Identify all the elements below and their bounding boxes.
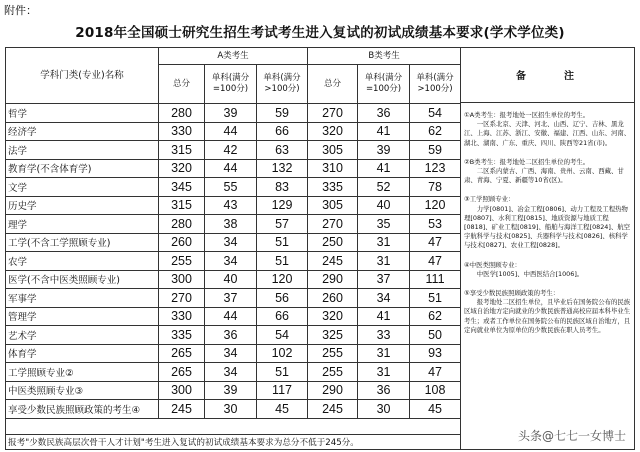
b-total-score: 270 <box>308 215 358 234</box>
category-name: 法学 <box>6 141 159 160</box>
a-single-100-score: 39 <box>205 104 257 123</box>
category-name: 哲学 <box>6 104 159 123</box>
a-single-100-score: 34 <box>205 344 257 363</box>
notes-list <box>461 111 635 335</box>
a-total-score: 320 <box>159 159 205 178</box>
category-name: 农学 <box>6 252 159 271</box>
table-row <box>6 289 461 308</box>
b-single-gt100-score: 50 <box>410 326 461 345</box>
a-single-gt100-score: 59 <box>257 104 308 123</box>
b-total-score: 260 <box>308 289 358 308</box>
category-name: 管理学 <box>6 307 159 326</box>
b-total-score: 320 <box>308 307 358 326</box>
a-total-score: 330 <box>159 307 205 326</box>
notes-header: 备 注 <box>461 47 635 103</box>
b-single-100-score: 31 <box>358 363 410 382</box>
a-total-score: 270 <box>159 289 205 308</box>
a-single-100-score: 40 <box>205 270 257 289</box>
b-single-gt100-header: 单科(满分>100分) <box>410 65 461 104</box>
table-row <box>6 104 461 123</box>
table-row <box>6 400 461 419</box>
note-item <box>461 158 635 186</box>
a-total-score: 345 <box>159 178 205 197</box>
note-item <box>461 195 635 250</box>
a-single-gt100-score: 45 <box>257 400 308 419</box>
table-row <box>6 159 461 178</box>
b-single-gt100-score: 47 <box>410 363 461 382</box>
table-row <box>6 196 461 215</box>
page-title: 2018年全国硕士研究生招生考试考生进入复试的初试成绩基本要求(学术学位类) <box>75 25 565 41</box>
b-single-100-score: 37 <box>358 270 410 289</box>
a-single-gt100-score: 63 <box>257 141 308 160</box>
group-b-header: B类考生 <box>308 48 461 65</box>
a-single-100-score: 34 <box>205 252 257 271</box>
a-single-100-score: 37 <box>205 289 257 308</box>
table-row <box>6 252 461 271</box>
a-total-score: 315 <box>159 141 205 160</box>
b-single-gt100-score: 62 <box>410 122 461 141</box>
table-row <box>6 141 461 160</box>
b-total-score: 250 <box>308 233 358 252</box>
b-single-100-score: 40 <box>358 196 410 215</box>
category-name: 工学(不含工学照顾专业) <box>6 233 159 252</box>
a-total-header: 总分 <box>159 65 205 104</box>
b-total-score: 270 <box>308 104 358 123</box>
table-row <box>6 363 461 382</box>
a-single-gt100-score: 129 <box>257 196 308 215</box>
notes-column <box>460 47 635 450</box>
note-heading: ⑤享受少数民族照顾政策的考生： <box>464 289 560 298</box>
a-total-score: 330 <box>159 122 205 141</box>
table-row <box>6 233 461 252</box>
b-total-score: 305 <box>308 196 358 215</box>
a-total-score: 335 <box>159 326 205 345</box>
a-single-gt100-score: 56 <box>257 289 308 308</box>
a-total-score: 280 <box>159 104 205 123</box>
category-name: 经济学 <box>6 122 159 141</box>
b-single-gt100-score: 59 <box>410 141 461 160</box>
b-single-100-score: 36 <box>358 381 410 400</box>
b-single-gt100-score: 47 <box>410 252 461 271</box>
a-total-score: 260 <box>159 233 205 252</box>
a-single-100-header: 单科(满分=100分) <box>205 65 257 104</box>
note-item <box>461 111 635 148</box>
note-body: 力学[0801]、冶金工程[0806]、动力工程及工程热物理[0807]、水利工程[0815]、地质资源与地质工程[0818]、矿业工程[0819]、船舶与海洋工程[0824]、航空宇航科学与技术[0825]、兵器科学与技术[0826]、核科学与技术[0827]、农业工程[0828]。 <box>464 204 630 250</box>
b-total-score: 310 <box>308 159 358 178</box>
b-single-gt100-score: 51 <box>410 289 461 308</box>
a-single-gt100-score: 51 <box>257 363 308 382</box>
b-single-100-header: 单科(满分=100分) <box>358 65 410 104</box>
a-single-100-score: 42 <box>205 141 257 160</box>
b-total-score: 320 <box>308 122 358 141</box>
a-single-100-score: 44 <box>205 307 257 326</box>
a-single-100-score: 44 <box>205 122 257 141</box>
b-total-score: 290 <box>308 381 358 400</box>
b-single-100-score: 41 <box>358 307 410 326</box>
a-single-gt100-score: 57 <box>257 215 308 234</box>
table-row <box>6 326 461 345</box>
b-single-gt100-score: 120 <box>410 196 461 215</box>
note-heading: ③工学照顾专业： <box>464 195 515 204</box>
a-total-score: 255 <box>159 252 205 271</box>
table-row <box>6 307 461 326</box>
a-total-score: 315 <box>159 196 205 215</box>
category-name: 体育学 <box>6 344 159 363</box>
category-name: 享受少数民族照顾政策的考生④ <box>6 400 159 419</box>
b-single-gt100-score: 108 <box>410 381 461 400</box>
score-table <box>5 47 461 419</box>
table-row <box>6 215 461 234</box>
b-single-gt100-score: 47 <box>410 233 461 252</box>
footnote: 报考"少数民族高层次骨干人才计划"考生进入复试的初试成绩基本要求为总分不低于245分。 <box>5 434 460 450</box>
b-single-100-score: 34 <box>358 289 410 308</box>
b-single-100-score: 35 <box>358 215 410 234</box>
note-item <box>461 289 635 335</box>
group-a-header: A类考生 <box>159 48 308 65</box>
a-single-gt100-score: 66 <box>257 307 308 326</box>
a-single-gt100-header: 单科(满分>100分) <box>257 65 308 104</box>
category-name: 工学照顾专业② <box>6 363 159 382</box>
b-single-100-score: 41 <box>358 159 410 178</box>
b-total-score: 290 <box>308 270 358 289</box>
note-heading: ②B类考生：报考地处二区招生单位的考生。 <box>464 157 590 166</box>
note-item <box>461 261 635 279</box>
a-single-gt100-score: 120 <box>257 270 308 289</box>
b-single-100-score: 39 <box>358 141 410 160</box>
note-body: 一区系北京、天津、河北、山西、辽宁、吉林、黑龙江、上海、江苏、浙江、安徽、福建、江西、山东、河南、湖北、湖南、广东、重庆、四川、陕西等21省(市)。 <box>464 120 631 147</box>
a-single-100-score: 30 <box>205 400 257 419</box>
table-row <box>6 381 461 400</box>
category-name: 军事学 <box>6 289 159 308</box>
table-row <box>6 122 461 141</box>
b-single-gt100-score: 54 <box>410 104 461 123</box>
b-single-100-score: 52 <box>358 178 410 197</box>
category-name: 艺术学 <box>6 326 159 345</box>
b-total-score: 255 <box>308 344 358 363</box>
a-total-score: 245 <box>159 400 205 419</box>
a-single-gt100-score: 51 <box>257 233 308 252</box>
b-single-100-score: 41 <box>358 122 410 141</box>
a-single-100-score: 34 <box>205 233 257 252</box>
b-single-gt100-score: 111 <box>410 270 461 289</box>
b-total-score: 245 <box>308 252 358 271</box>
table-row <box>6 344 461 363</box>
category-header: 学科门类(专业)名称 <box>6 48 159 104</box>
b-single-gt100-score: 53 <box>410 215 461 234</box>
a-total-score: 280 <box>159 215 205 234</box>
a-single-gt100-score: 132 <box>257 159 308 178</box>
a-single-gt100-score: 102 <box>257 344 308 363</box>
a-total-score: 265 <box>159 344 205 363</box>
b-single-100-score: 30 <box>358 400 410 419</box>
b-single-gt100-score: 123 <box>410 159 461 178</box>
b-single-100-score: 31 <box>358 344 410 363</box>
category-name: 教育学(不含体育学) <box>6 159 159 178</box>
table-row <box>6 270 461 289</box>
table-row <box>6 178 461 197</box>
b-total-score: 305 <box>308 141 358 160</box>
b-total-score: 255 <box>308 363 358 382</box>
note-body: 二区系内蒙古、广西、海南、贵州、云南、西藏、甘肃、青海、宁夏、新疆等10省(区)。 <box>464 167 624 185</box>
b-total-score: 335 <box>308 178 358 197</box>
b-single-100-score: 31 <box>358 252 410 271</box>
b-single-100-score: 31 <box>358 233 410 252</box>
b-total-header: 总分 <box>308 65 358 104</box>
b-single-100-score: 36 <box>358 104 410 123</box>
a-single-100-score: 43 <box>205 196 257 215</box>
watermark: 头条@七七一女博士 <box>515 426 629 445</box>
a-single-100-score: 55 <box>205 178 257 197</box>
category-name: 医学(不含中医类照顾专业) <box>6 270 159 289</box>
b-single-100-score: 33 <box>358 326 410 345</box>
a-single-100-score: 34 <box>205 363 257 382</box>
a-single-gt100-score: 54 <box>257 326 308 345</box>
b-single-gt100-score: 78 <box>410 178 461 197</box>
b-single-gt100-score: 45 <box>410 400 461 419</box>
a-total-score: 300 <box>159 381 205 400</box>
category-name: 中医类照顾专业③ <box>6 381 159 400</box>
note-body: 报考地处二区招生单位，且毕业后在国务院公布的民族区域自治地方定向就业的少数民族普通高校应届本科毕业生考生；或者工作单位在国务院公布的民族区域自治地方，且定向就业单位为原单位的少数民族在职人员考生。 <box>464 298 631 334</box>
b-total-score: 325 <box>308 326 358 345</box>
category-name: 理学 <box>6 215 159 234</box>
category-name: 文学 <box>6 178 159 197</box>
a-single-gt100-score: 117 <box>257 381 308 400</box>
a-single-100-score: 39 <box>205 381 257 400</box>
attachment-label: 附件： <box>4 4 37 17</box>
a-single-gt100-score: 83 <box>257 178 308 197</box>
a-single-gt100-score: 66 <box>257 122 308 141</box>
b-single-gt100-score: 62 <box>410 307 461 326</box>
a-single-gt100-score: 51 <box>257 252 308 271</box>
a-total-score: 300 <box>159 270 205 289</box>
note-heading: ④中医类照顾专业： <box>464 260 521 269</box>
a-total-score: 265 <box>159 363 205 382</box>
a-single-100-score: 36 <box>205 326 257 345</box>
note-body: 中医学[1005]、中西医结合[1006]。 <box>476 269 584 278</box>
a-single-100-score: 38 <box>205 215 257 234</box>
b-total-score: 245 <box>308 400 358 419</box>
note-heading: ①A类考生：报考地处一区招生单位的考生。 <box>464 111 590 119</box>
a-single-100-score: 44 <box>205 159 257 178</box>
category-name: 历史学 <box>6 196 159 215</box>
b-single-gt100-score: 93 <box>410 344 461 363</box>
